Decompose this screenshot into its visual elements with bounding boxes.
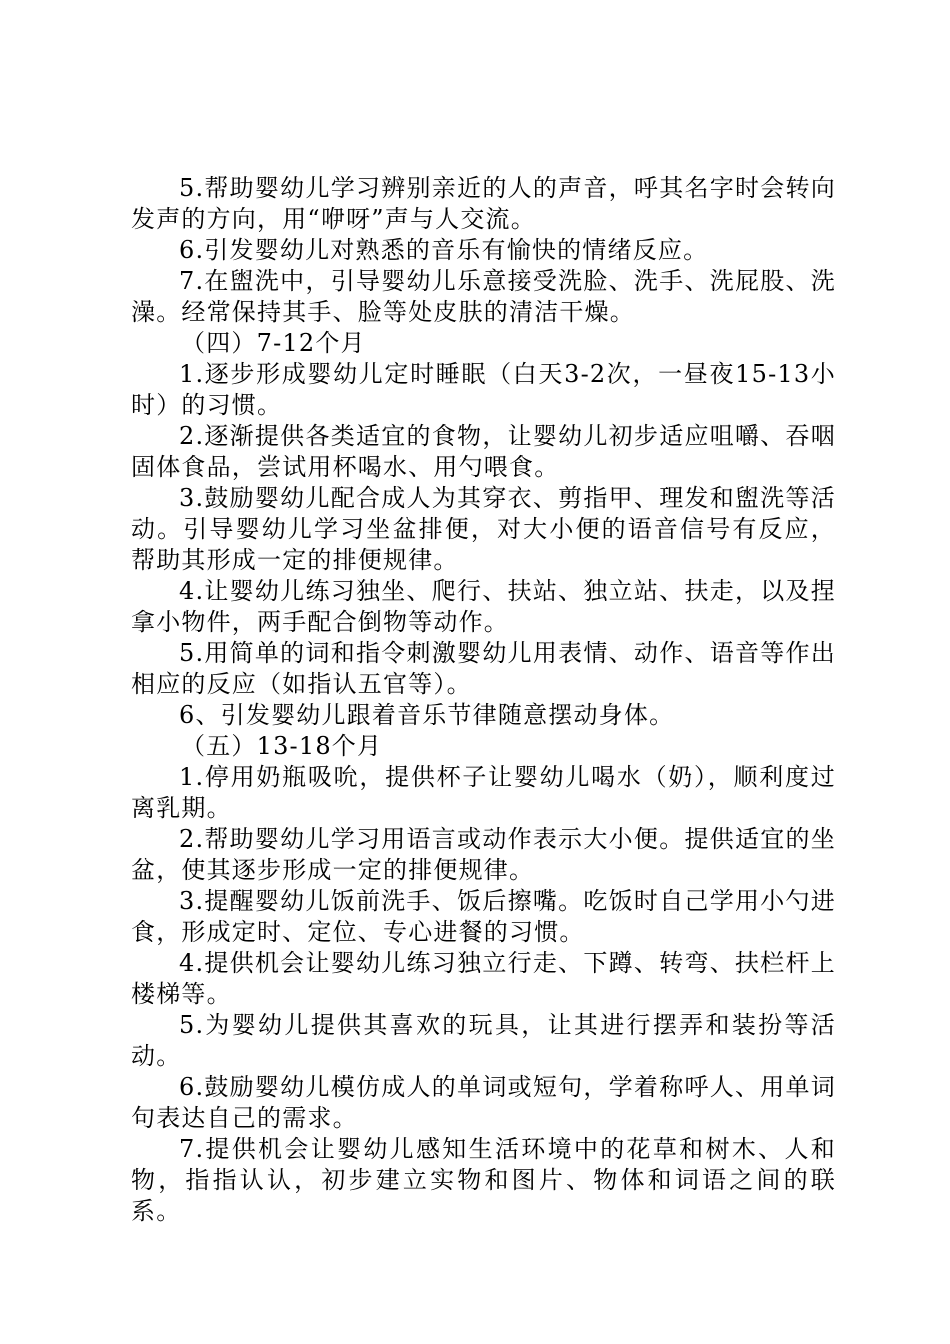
- list-item: 3.鼓励婴幼儿配合成人为其穿衣、剪指甲、理发和盥洗等活动。引导婴幼儿学习坐盆排便，对大小便的语音信号有反应，帮助其形成一定的排便规律。: [131, 484, 836, 574]
- list-item: 1.停用奶瓶吸吮，提供杯子让婴幼儿喝水（奶），顺利度过离乳期。: [131, 763, 836, 822]
- section-heading: （五）13-18个月: [181, 732, 383, 760]
- list-item: 5.帮助婴幼儿学习辨别亲近的人的声音，呼其名字时会转向发声的方向，用“咿呀”声与人交流。: [131, 174, 836, 233]
- list-item: 5.为婴幼儿提供其喜欢的玩具，让其进行摆弄和装扮等活动。: [131, 1011, 836, 1070]
- list-item: 2.逐渐提供各类适宜的食物，让婴幼儿初步适应咀嚼、吞咽固体食品，尝试用杯喝水、用勺喂食。: [131, 422, 836, 481]
- document-body: [131, 173, 836, 1227]
- list-item: 6、引发婴幼儿跟着音乐节律随意摆动身体。: [179, 701, 675, 729]
- list-item: 6.引发婴幼儿对熟悉的音乐有愉快的情绪反应。: [179, 236, 709, 264]
- list-item: 1.逐步形成婴幼儿定时睡眠（白天3-2次，一昼夜15-13小时）的习惯。: [131, 360, 836, 419]
- list-item: 5.用简单的词和指令刺激婴幼儿用表情、动作、语音等作出相应的反应（如指认五官等）。: [131, 639, 836, 698]
- list-item: 4.让婴幼儿练习独坐、爬行、扶站、独立站、扶走，以及捏拿小物件，两手配合倒物等动作。: [131, 577, 836, 636]
- section-heading: （四）7-12个月: [181, 329, 366, 357]
- list-item: 6.鼓励婴幼儿模仿成人的单词或短句，学着称呼人、用单词句表达自己的需求。: [131, 1073, 836, 1132]
- list-item: 3.提醒婴幼儿饭前洗手、饭后擦嘴。吃饭时自己学用小勺进食，形成定时、定位、专心进餐的习惯。: [131, 887, 836, 946]
- list-item: 7.提供机会让婴幼儿感知生活环境中的花草和树木、人和物，指指认认，初步建立实物和图片、物体和词语之间的联系。: [131, 1135, 836, 1225]
- list-item: 2.帮助婴幼儿学习用语言或动作表示大小便。提供适宜的坐盆，使其逐步形成一定的排便规律。: [131, 825, 836, 884]
- list-item: 4.提供机会让婴幼儿练习独立行走、下蹲、转弯、扶栏杆上楼梯等。: [131, 949, 836, 1008]
- list-item: 7.在盥洗中，引导婴幼儿乐意接受洗脸、洗手、洗屁股、洗澡。经常保持其手、脸等处皮肤的清洁干燥。: [131, 267, 836, 326]
